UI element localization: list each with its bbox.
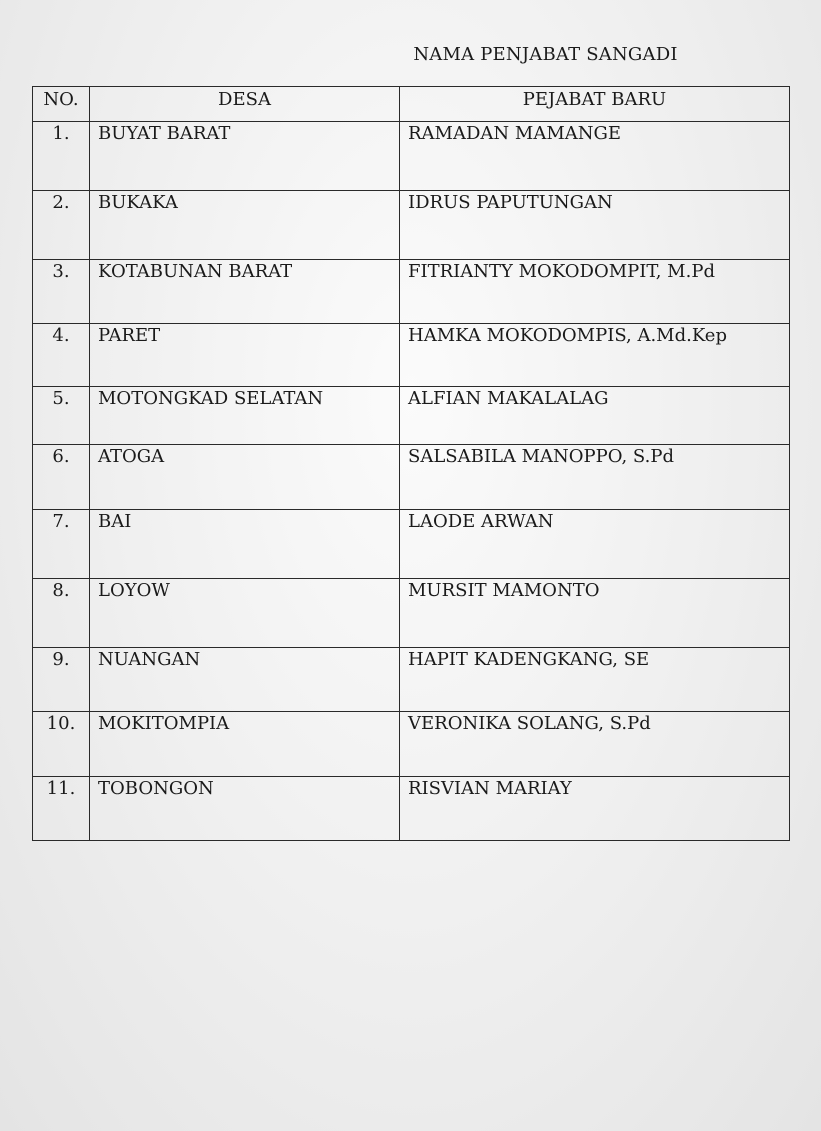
cell-no xyxy=(33,510,90,579)
table-row xyxy=(33,777,790,841)
official-name: ALFIAN MAKALALAG xyxy=(408,388,609,409)
cell-desa xyxy=(90,324,400,387)
village-name: ATOGA xyxy=(98,446,165,467)
row-number: 9. xyxy=(52,649,70,670)
table-row xyxy=(33,387,790,445)
cell-desa xyxy=(90,777,400,841)
row-number: 8. xyxy=(52,580,70,601)
cell-no xyxy=(33,712,90,777)
official-name: IDRUS PAPUTUNGAN xyxy=(408,192,613,213)
table-row xyxy=(33,445,790,510)
row-number: 2. xyxy=(52,192,70,213)
cell-desa xyxy=(90,191,400,260)
cell-desa xyxy=(90,260,400,324)
official-name: MURSIT MAMONTO xyxy=(408,580,600,601)
village-name: TOBONGON xyxy=(98,778,214,799)
official-name: VERONIKA SOLANG, S.Pd xyxy=(408,713,651,734)
header-pejabat-baru: PEJABAT BARU xyxy=(400,87,790,122)
village-name: MOTONGKAD SELATAN xyxy=(98,388,324,409)
cell-no xyxy=(33,579,90,648)
village-name: BUKAKA xyxy=(98,192,178,213)
header-no: NO. xyxy=(33,87,90,122)
village-name: KOTABUNAN BARAT xyxy=(98,261,293,282)
cell-desa xyxy=(90,510,400,579)
official-name: HAMKA MOKODOMPIS, A.Md.Kep xyxy=(408,325,727,346)
cell-no xyxy=(33,122,90,191)
cell-pejabat xyxy=(400,445,790,510)
cell-no xyxy=(33,191,90,260)
table-row xyxy=(33,260,790,324)
village-name: BUYAT BARAT xyxy=(98,123,231,144)
official-name: RAMADAN MAMANGE xyxy=(408,123,622,144)
row-number: 6. xyxy=(52,446,70,467)
village-name: LOYOW xyxy=(98,580,170,601)
row-number: 1. xyxy=(52,123,70,144)
cell-pejabat xyxy=(400,191,790,260)
official-name: SALSABILA MANOPPO, S.Pd xyxy=(408,446,674,467)
cell-no xyxy=(33,260,90,324)
table-row xyxy=(33,122,790,191)
document-title: NAMA PENJABAT SANGADI xyxy=(413,44,678,65)
cell-desa xyxy=(90,445,400,510)
table-row xyxy=(33,648,790,712)
village-name: BAI xyxy=(98,511,132,532)
cell-pejabat xyxy=(400,648,790,712)
table-row xyxy=(33,579,790,648)
cell-pejabat xyxy=(400,122,790,191)
row-number: 4. xyxy=(52,325,70,346)
table-row xyxy=(33,324,790,387)
cell-pejabat xyxy=(400,510,790,579)
table-row xyxy=(33,510,790,579)
cell-desa xyxy=(90,579,400,648)
cell-desa xyxy=(90,387,400,445)
row-number: 5. xyxy=(52,388,70,409)
cell-desa xyxy=(90,712,400,777)
village-name: PARET xyxy=(98,325,161,346)
cell-no xyxy=(33,648,90,712)
row-number: 3. xyxy=(52,261,70,282)
cell-desa xyxy=(90,122,400,191)
row-number: 7. xyxy=(52,511,70,532)
cell-no xyxy=(33,387,90,445)
row-number: 11. xyxy=(46,778,76,799)
cell-pejabat xyxy=(400,387,790,445)
cell-pejabat xyxy=(400,260,790,324)
header-desa: DESA xyxy=(90,87,400,122)
cell-no xyxy=(33,445,90,510)
cell-no xyxy=(33,777,90,841)
row-number: 10. xyxy=(46,713,76,734)
cell-pejabat xyxy=(400,579,790,648)
table-row xyxy=(33,191,790,260)
officials-table xyxy=(32,86,790,841)
village-name: NUANGAN xyxy=(98,649,201,670)
cell-pejabat xyxy=(400,777,790,841)
official-name: HAPIT KADENGKANG, SE xyxy=(408,649,650,670)
village-name: MOKITOMPIA xyxy=(98,713,230,734)
cell-no xyxy=(33,324,90,387)
cell-desa xyxy=(90,648,400,712)
cell-pejabat xyxy=(400,324,790,387)
official-name: LAODE ARWAN xyxy=(408,511,554,532)
table-header-row xyxy=(33,87,790,122)
cell-pejabat xyxy=(400,712,790,777)
official-name: RISVIAN MARIAY xyxy=(408,778,572,799)
official-name: FITRIANTY MOKODOMPIT, M.Pd xyxy=(408,261,715,282)
table-row xyxy=(33,712,790,777)
